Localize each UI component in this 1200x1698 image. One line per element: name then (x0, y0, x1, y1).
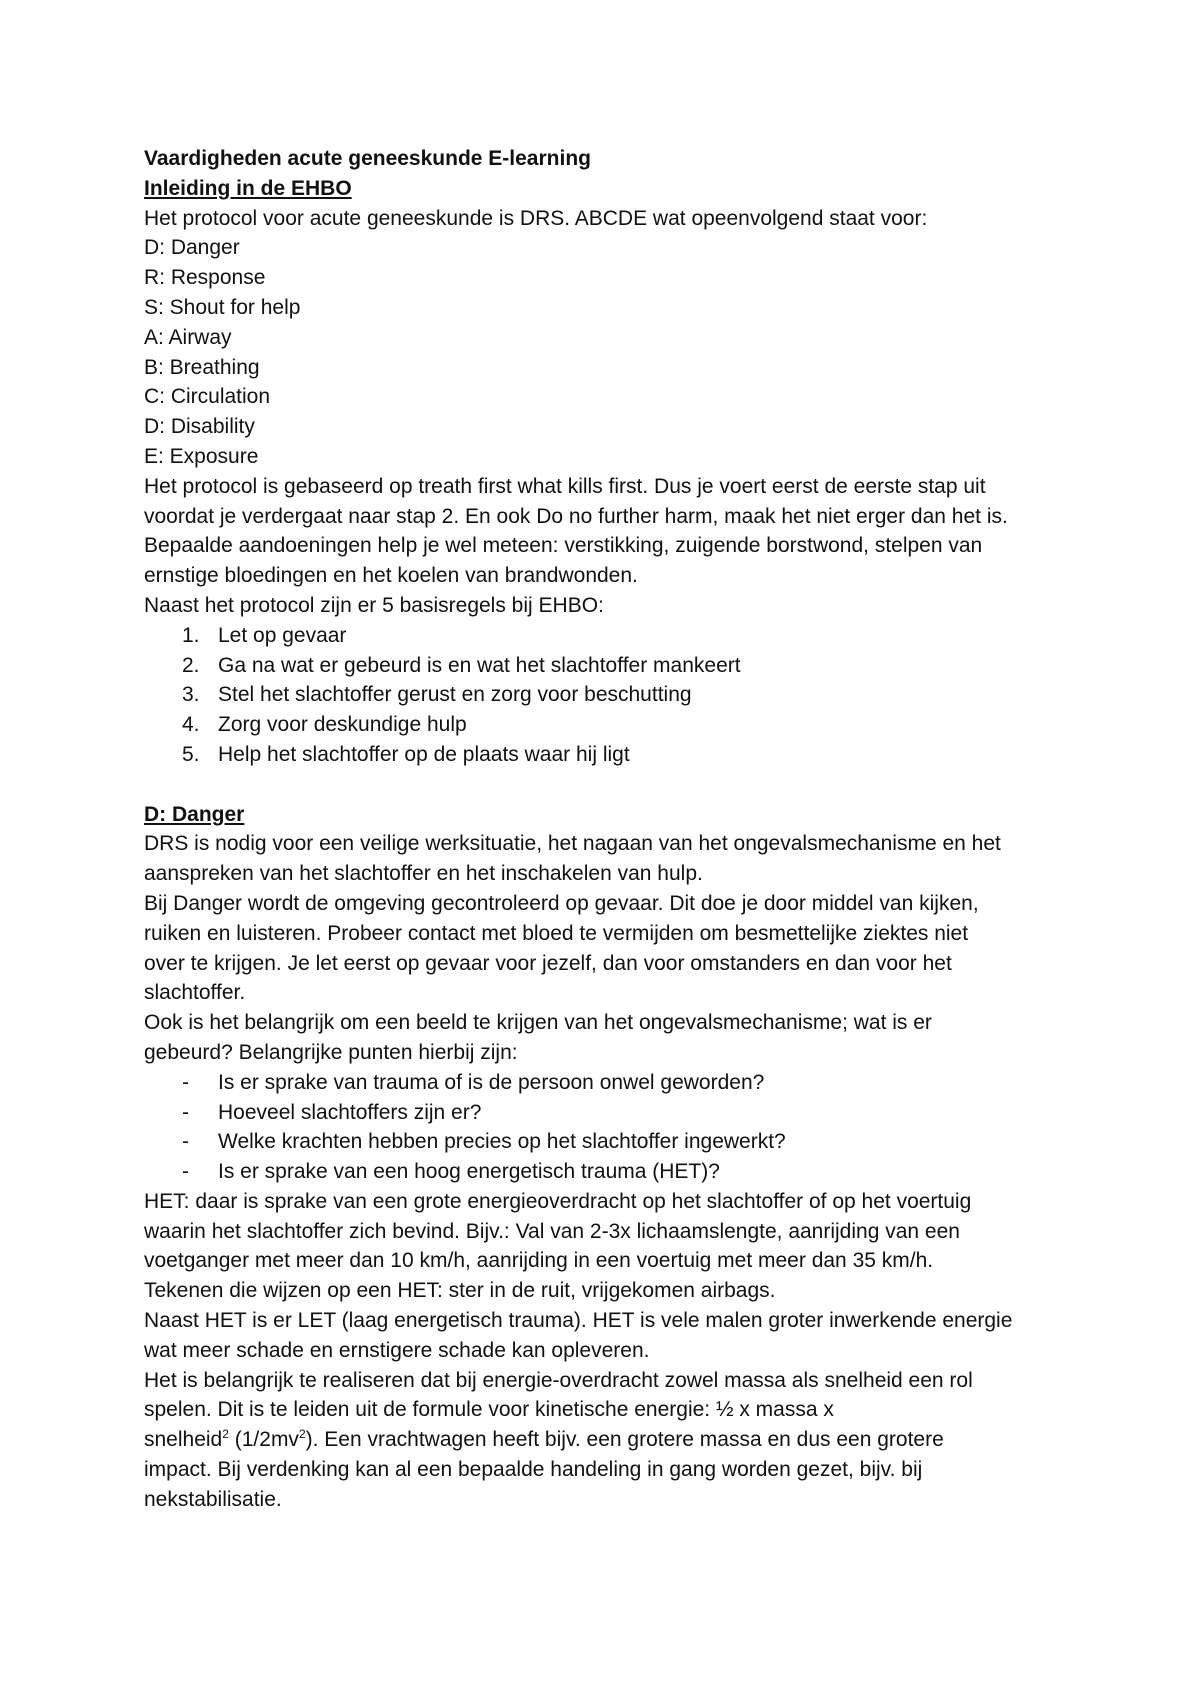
list-item (144, 651, 1074, 681)
paragraph-line: aanspreken van het slachtoffer en het inschakelen van hulp. (144, 862, 703, 886)
abcde-item-response: R: Response (144, 266, 266, 290)
blank-line (144, 770, 1074, 800)
abcde-item-shout: S: Shout for help (144, 295, 301, 319)
list-item-text: Help het slachtoffer op de plaats waar hij ligt (218, 742, 630, 766)
list-item (144, 1157, 1074, 1187)
document-title: Vaardigheden acute geneeskunde E-learning (144, 147, 591, 170)
section-heading-inleiding: Inleiding in de EHBO (144, 176, 352, 200)
paragraph-line: Ook is het belangrijk om een beeld te krijgen van het ongevalsmechanisme; wat is er (144, 1011, 932, 1035)
paragraph-line: ernstige bloedingen en het koelen van brandwonden. (144, 564, 638, 588)
superscript: 2 (222, 1427, 229, 1442)
formula-text: snelheid (144, 1428, 223, 1452)
abcde-item-disability: D: Disability (144, 415, 255, 439)
dash-marker: - (182, 1130, 189, 1154)
paragraph-het (144, 1187, 1074, 1515)
paragraph-line: spelen. Dit is te leiden uit de formule voor kinetische energie: ½ x massa x (144, 1398, 834, 1422)
formula-text: (1/2mv (228, 1428, 299, 1452)
intro-line: Het protocol voor acute geneeskunde is DRS. ABCDE wat opeenvolgend staat voor: (144, 206, 928, 230)
list-item-text: Let op gevaar (218, 623, 347, 647)
list-item (144, 621, 1074, 651)
abcde-list (144, 233, 1074, 471)
document-content (144, 144, 1074, 1515)
paragraph-line: Bepaalde aandoeningen help je wel meteen: verstikking, zuigende borstwond, stelpen van (144, 534, 983, 558)
list-item-text: Is er sprake van trauma of is de persoon onwel geworden? (218, 1070, 765, 1094)
list-number: 3. (182, 683, 200, 707)
questions-list (144, 1068, 1074, 1187)
list-number: 4. (182, 713, 200, 737)
paragraph-line: waarin het slachtoffer zich bevind. Bijv.: Val van 2-3x lichaamslengte, aanrijding van een (144, 1219, 960, 1243)
formula-line (144, 1425, 1074, 1455)
paragraph-line: Tekenen die wijzen op een HET: ster in de ruit, vrijgekomen airbags. (144, 1279, 776, 1303)
list-item (144, 1068, 1074, 1098)
paragraph-danger (144, 829, 1074, 1067)
paragraph-line: impact. Bij verdenking kan al een bepaalde handeling in gang worden gezet, bijv. bij (144, 1458, 923, 1482)
paragraph-line: voetganger met meer dan 10 km/h, aanrijding in een voertuig met meer dan 35 km/h. (144, 1249, 934, 1273)
superscript: 2 (298, 1427, 306, 1442)
list-item-text: Welke krachten hebben precies op het slachtoffer ingewerkt? (218, 1130, 786, 1154)
abcde-item-circulation: C: Circulation (144, 385, 271, 409)
list-item (144, 1127, 1074, 1157)
paragraph-line: Het is belangrijk te realiseren dat bij energie-overdracht zowel massa als snelheid een rol (144, 1368, 973, 1392)
list-number: 5. (182, 742, 200, 766)
abcde-item-exposure: E: Exposure (144, 444, 259, 468)
basisregels-list (144, 621, 1074, 770)
paragraph-line: DRS is nodig voor een veilige werksituatie, het nagaan van het ongevalsmechanisme en het (144, 832, 1001, 856)
paragraph-line: wat meer schade en ernstigere schade kan opleveren. (144, 1338, 650, 1362)
section-heading-danger: D: Danger (144, 802, 245, 826)
list-number: 2. (182, 653, 200, 677)
list-item-text: Stel het slachtoffer gerust en zorg voor beschutting (218, 683, 692, 707)
dash-marker: - (182, 1070, 189, 1094)
paragraph-line: slachtoffer. (144, 981, 246, 1005)
abcde-item-airway: A: Airway (144, 325, 232, 349)
abcde-item-danger: D: Danger (144, 236, 240, 260)
list-item (144, 740, 1074, 770)
paragraph-line: voordat je verdergaat naar stap 2. En ook Do no further harm, maak het niet erger dan het is. (144, 504, 1008, 528)
paragraph-line: gebeurd? Belangrijke punten hierbij zijn: (144, 1040, 518, 1064)
paragraph-line: HET: daar is sprake van een grote energieoverdracht op het slachtoffer of op het voertuig (144, 1189, 972, 1213)
formula-text: ). Een vrachtwagen heeft bijv. een grotere massa en dus een grotere (305, 1428, 944, 1452)
dash-marker: - (182, 1160, 189, 1184)
paragraph-line: Het protocol is gebaseerd op treath first what kills first. Dus je voert eerst de eerste stap uit (144, 474, 986, 498)
paragraph-line: over te krijgen. Je let eerst op gevaar voor jezelf, dan voor omstanders en dan voor het (144, 951, 952, 975)
list-item (144, 680, 1074, 710)
paragraph-line: nekstabilisatie. (144, 1487, 282, 1511)
paragraph-line: Naast het protocol zijn er 5 basisregels bij EHBO: (144, 593, 604, 617)
abcde-item-breathing: B: Breathing (144, 355, 260, 379)
paragraph-line: Bij Danger wordt de omgeving gecontroleerd op gevaar. Dit doe je door middel van kijken, (144, 891, 979, 915)
dash-marker: - (182, 1100, 189, 1124)
paragraph-line: ruiken en luisteren. Probeer contact met bloed te vermijden om besmettelijke ziektes niet (144, 921, 969, 945)
paragraph-line: Naast HET is er LET (laag energetisch trauma). HET is vele malen groter inwerkende energie (144, 1309, 1013, 1333)
list-number: 1. (182, 623, 200, 647)
list-item (144, 1098, 1074, 1128)
list-item-text: Is er sprake van een hoog energetisch trauma (HET)? (218, 1160, 720, 1184)
paragraph-protocol (144, 472, 1074, 621)
list-item (144, 710, 1074, 740)
list-item-text: Hoeveel slachtoffers zijn er? (218, 1100, 482, 1124)
list-item-text: Ga na wat er gebeurd is en wat het slachtoffer mankeert (218, 653, 741, 677)
list-item-text: Zorg voor deskundige hulp (218, 713, 467, 737)
